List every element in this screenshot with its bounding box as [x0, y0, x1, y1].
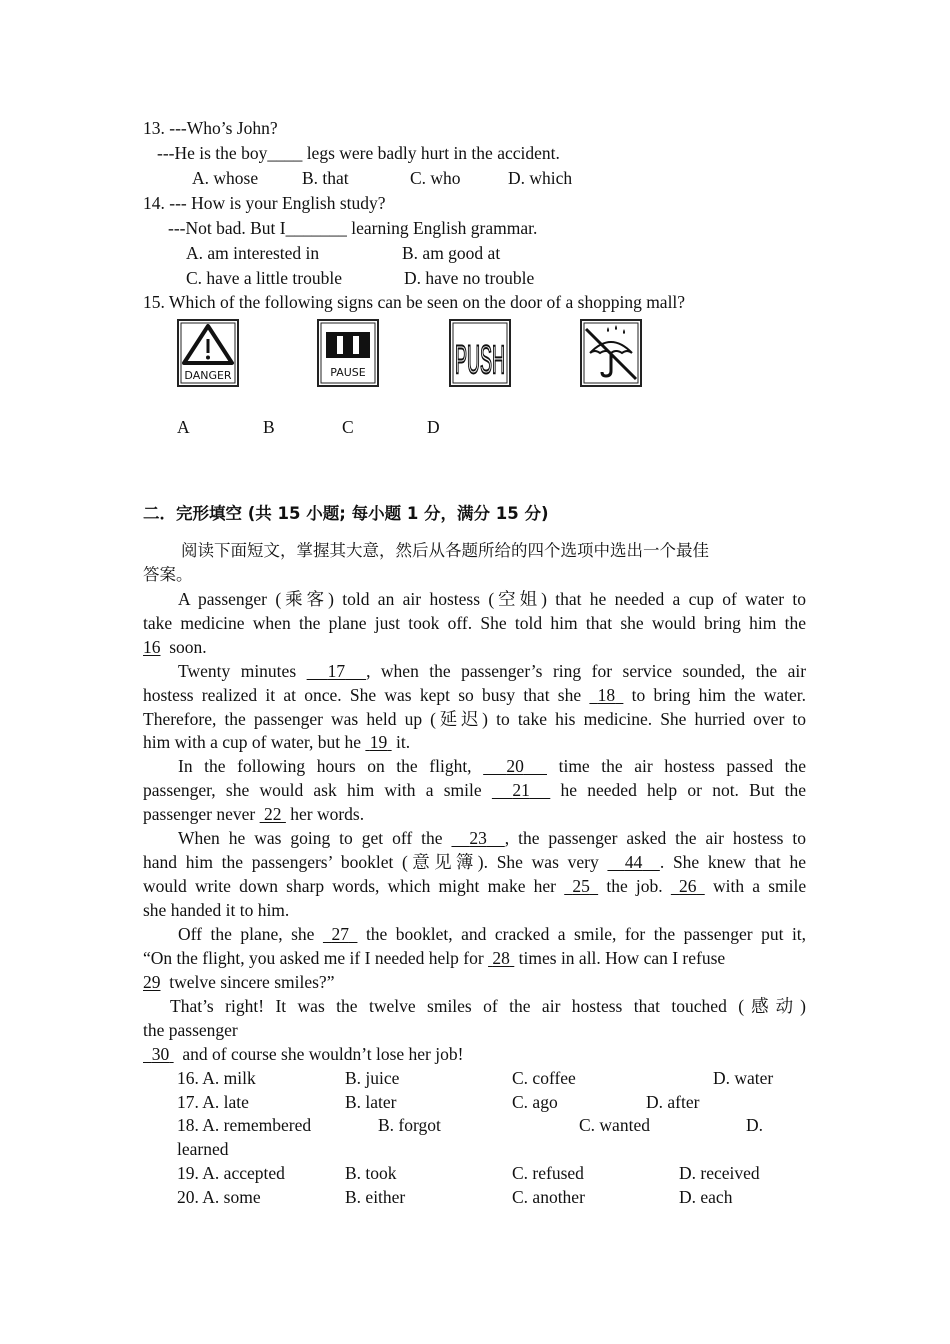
- passage-line: Off the plane, she 27 the booklet, and cracked a smile, for the passenger put it,: [178, 924, 807, 944]
- blank-18: 18: [597, 685, 616, 705]
- option-20a: 20. A. some: [177, 1187, 261, 1207]
- blank-21: 21: [512, 780, 530, 800]
- passage-line: When he was going to get off the 23 , the passenger asked the air hostess to: [178, 828, 807, 848]
- blank-29: 29: [143, 972, 161, 992]
- option-18d-cont: learned: [177, 1139, 229, 1159]
- passage-line: A passenger (乘客) told an air hostess (空姐) that he needed a cup of water to: [178, 589, 806, 609]
- q13-option-a: A. whose: [192, 168, 259, 188]
- q13-option-b: B. that: [302, 168, 349, 188]
- option-18b: B. forgot: [378, 1115, 441, 1135]
- option-17a: 17. A. late: [177, 1092, 249, 1112]
- push-sign: [449, 319, 511, 385]
- q14-option-d: D. have no trouble: [404, 268, 535, 288]
- question-14-answer: ---Not bad. But I_______ learning English grammar.: [168, 218, 538, 238]
- section-instruction-cont: 答案。: [143, 565, 193, 584]
- passage-line: take medicine when the plane just took off. She told him that she would bring him the: [143, 613, 806, 633]
- blank-17: 17: [327, 661, 346, 681]
- passage-line: passenger never 22 her words.: [143, 804, 365, 824]
- passage-line: Therefore, the passenger was held up (延迟) to take his medicine. She hurried over to: [143, 709, 806, 729]
- question-14: 14. --- How is your English study?: [143, 193, 386, 213]
- blank-20: 20: [506, 756, 524, 776]
- pause-bar-icon: [337, 336, 343, 354]
- danger-sign-text: DANGER: [184, 369, 232, 382]
- question-15: 15. Which of the following signs can be seen on the door of a shopping mall?: [143, 292, 686, 312]
- sign-label-c: C: [342, 417, 354, 437]
- pause-sign: [317, 319, 379, 385]
- no-umbrella-sign: [580, 319, 642, 385]
- passage-line: him with a cup of water, but he 19 it.: [143, 732, 411, 752]
- push-sign-text: PUSH: [455, 338, 505, 382]
- option-18a: 18. A. remembered: [177, 1115, 312, 1135]
- pause-sign-text: PAUSE: [330, 366, 366, 379]
- blank-25: 25: [572, 876, 590, 896]
- q14-option-b: B. am good at: [402, 243, 501, 263]
- section-title: 二．完形填空 (共 15 小题; 每小题 1 分，满分 15 分): [143, 504, 549, 523]
- blank-22: 22: [264, 804, 282, 824]
- blank-23: 23: [469, 828, 487, 848]
- passage-line: “On the flight, you asked me if I needed help for 28 times in all. How can I refuse: [143, 948, 726, 968]
- blank-44: 44: [624, 852, 643, 872]
- option-20b: B. either: [345, 1187, 406, 1207]
- passage-line: 30 and of course she wouldn’t lose her job!: [143, 1044, 463, 1064]
- blank-26: 26: [679, 876, 697, 896]
- blank-27: 27: [331, 924, 349, 944]
- question-13-answer: ---He is the boy____ legs were badly hurt in the accident.: [157, 143, 560, 163]
- option-20d: D. each: [679, 1187, 733, 1207]
- sign-label-d: D: [427, 417, 440, 437]
- passage-line: 16 soon.: [143, 637, 207, 657]
- sign-label-b: B: [263, 417, 275, 437]
- option-16a: 16. A. milk: [177, 1068, 256, 1088]
- passage-line: 29 twelve sincere smiles?”: [143, 972, 335, 992]
- sign-label-a: A: [177, 417, 190, 437]
- passage-line: hostess realized it at once. She was kept so busy that she 18 to bring him the water.: [143, 685, 807, 705]
- option-18c: C. wanted: [579, 1115, 650, 1135]
- option-19a: 19. A. accepted: [177, 1163, 285, 1183]
- option-17d: D. after: [646, 1092, 700, 1112]
- question-13: 13. ---Who’s John?: [143, 118, 278, 138]
- option-16d: D. water: [713, 1068, 774, 1088]
- q14-option-a: A. am interested in: [186, 243, 320, 263]
- passage-line: passenger, she would ask him with a smile 21 he needed help or not. But the: [143, 780, 807, 800]
- option-17c: C. ago: [512, 1092, 558, 1112]
- passage-line: hand him the passengers’ booklet (意见簿). She was very 44 . She knew that he: [143, 852, 807, 872]
- passage-line: In the following hours on the flight, 20 time the air hostess passed the: [178, 756, 807, 776]
- q13-option-c: C. who: [410, 168, 461, 188]
- passage-line: the passenger: [143, 1020, 238, 1040]
- option-19d: D. received: [679, 1163, 760, 1183]
- option-16c: C. coffee: [512, 1068, 576, 1088]
- blank-16: 16: [143, 637, 161, 657]
- option-18d: D.: [746, 1115, 764, 1135]
- danger-sign: [177, 319, 239, 385]
- blank-28: 28: [492, 948, 510, 968]
- section-instruction: 阅读下面短文，掌握其大意，然后从各题所给的四个选项中选出一个最佳: [181, 541, 709, 560]
- blank-30: 30: [151, 1044, 170, 1064]
- passage-line: Twenty minutes 17 , when the passenger’s ring for service sounded, the air: [178, 661, 807, 681]
- blank-19: 19: [369, 732, 388, 752]
- q13-option-d: D. which: [508, 168, 573, 188]
- option-17b: B. later: [345, 1092, 397, 1112]
- option-16b: B. juice: [345, 1068, 400, 1088]
- passage-line: she handed it to him.: [143, 900, 290, 920]
- passage-line: That’s right! It was the twelve smiles of the air hostess that touched (感动): [170, 996, 806, 1016]
- passage-line: would write down sharp words, which might make her 25 the job. 26 with a smile: [143, 876, 807, 896]
- option-20c: C. another: [512, 1187, 585, 1207]
- option-19b: B. took: [345, 1163, 397, 1183]
- option-19c: C. refused: [512, 1163, 584, 1183]
- q14-option-c: C. have a little trouble: [186, 268, 342, 288]
